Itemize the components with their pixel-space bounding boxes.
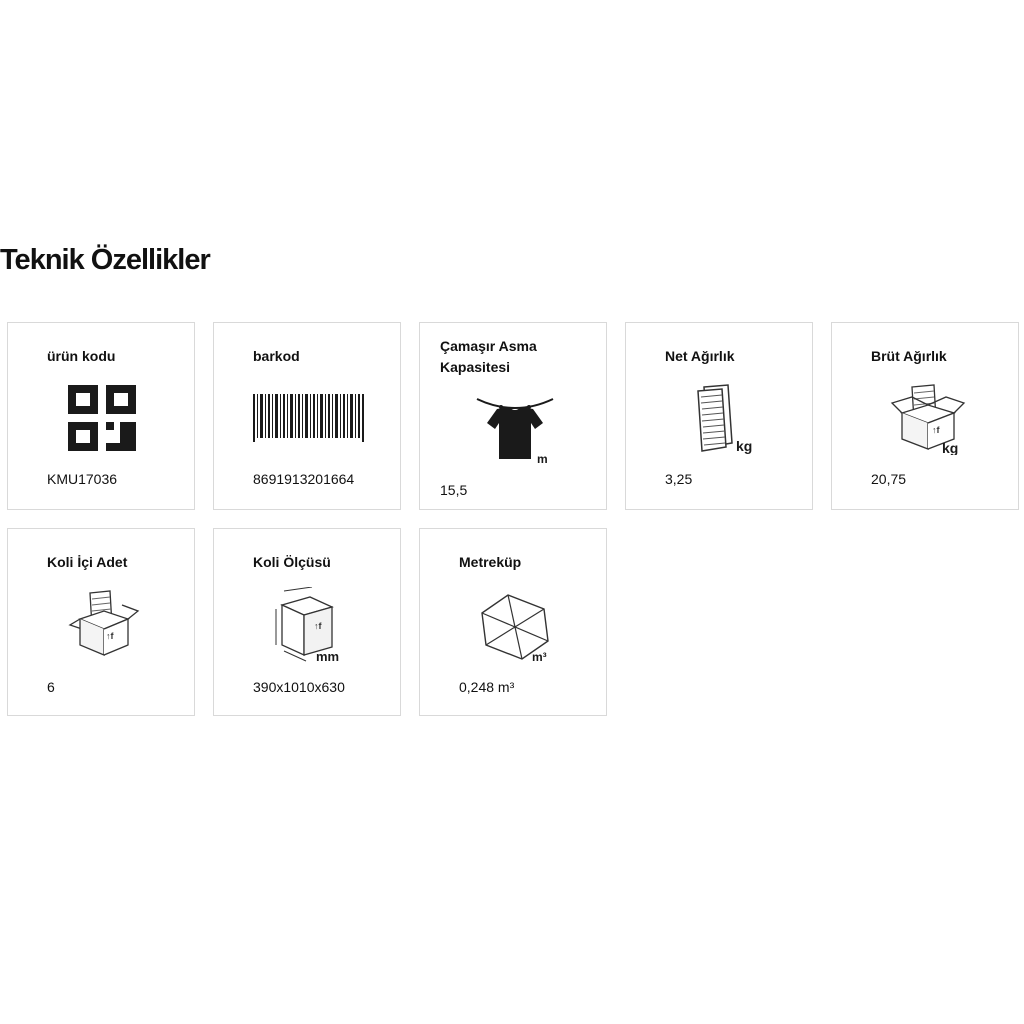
open-box-icon (68, 589, 140, 661)
spec-value: 6 (47, 679, 55, 695)
spec-card-gross-weight (831, 322, 1019, 510)
svg-text:↑f: ↑f (314, 621, 322, 631)
spec-value: 0,248 m³ (459, 679, 515, 695)
unit-label: m³ (532, 650, 547, 663)
unit-label: m (537, 452, 548, 465)
spec-value: 20,75 (871, 471, 907, 487)
spec-card-net-weight (625, 322, 813, 510)
spec-card-box-quantity (7, 528, 195, 716)
spec-value: KMU17036 (47, 471, 118, 487)
page-title: Teknik Özellikler (0, 244, 210, 276)
spec-label: Çamaşır Asma Kapasitesi (440, 338, 537, 375)
unit-label: mm (316, 649, 340, 663)
spec-value: 390x1010x630 (253, 679, 345, 695)
folded-dryer-icon (694, 383, 760, 455)
spec-label: Metreküp (459, 554, 522, 570)
unit-label: kg (736, 438, 753, 454)
packaged-box-icon (888, 383, 968, 455)
spec-value: 8691913201664 (253, 471, 355, 487)
spec-label: ürün kodu (47, 348, 116, 364)
spec-value: 15,5 (440, 482, 468, 498)
qr-code-icon (68, 385, 138, 453)
box-dimensions-icon (270, 587, 350, 663)
spec-card-volume (419, 528, 607, 716)
spec-value: 3,25 (665, 471, 693, 487)
spec-label: barkod (253, 348, 300, 364)
svg-text:↑f: ↑f (106, 631, 114, 641)
spec-label: Net Ağırlık (665, 348, 735, 364)
unit-label: kg (942, 440, 959, 455)
barcode-icon (253, 394, 365, 442)
cube-volume-icon (478, 589, 558, 663)
spec-card-product-code (7, 322, 195, 510)
spec-card-drying-capacity (419, 322, 607, 510)
spec-card-box-dimensions (213, 528, 401, 716)
spec-card-barcode (213, 322, 401, 510)
spec-label: Brüt Ağırlık (871, 348, 947, 364)
svg-text:↑f: ↑f (932, 425, 940, 435)
spec-label: Koli Ölçüsü (253, 554, 331, 570)
hanging-tshirt-icon (475, 393, 555, 465)
spec-label: Koli İçi Adet (47, 554, 128, 570)
